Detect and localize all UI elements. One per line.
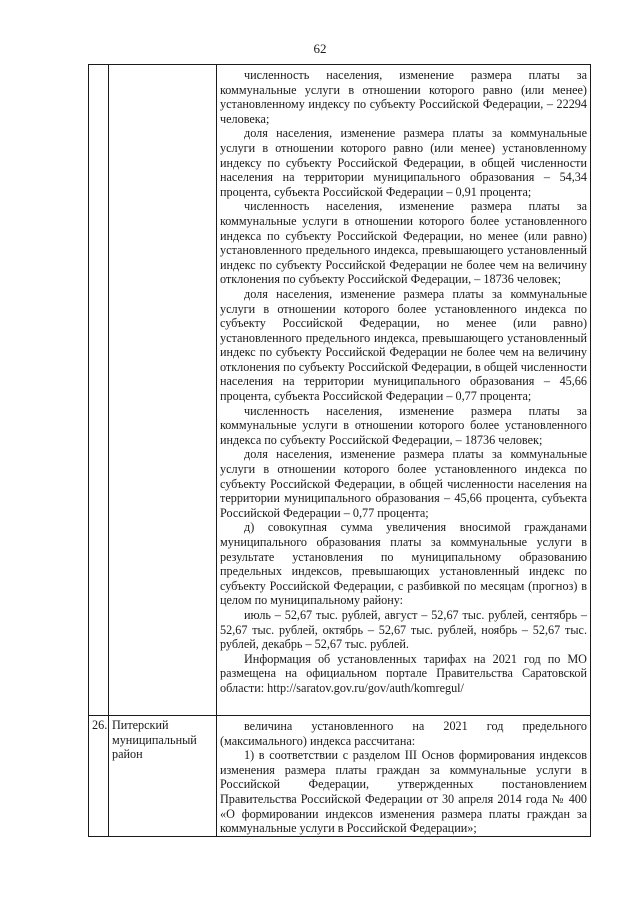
paragraph: июль – 52,67 тыс. рублей, август – 52,67 тыс. рублей, сентябрь – 52,67 тыс. рублей, октябрь – 52,67 тыс. рублей, ноябрь – 52,67 тыс. рублей, декабрь – 52,67 тыс. рублей. <box>220 607 587 652</box>
table-row <box>89 65 591 716</box>
info-cell <box>217 716 591 837</box>
paragraph: доля населения, изменение размера платы за коммунальные услуги в отношении которого более установленного индекса по субъекту Российской Федерации, в общей численности населения на территории муниципального образования – 45,66 процента, субъекта Российской Федерации – 0,77 процента; <box>220 447 587 520</box>
paragraph: численность населения, изменение размера платы за коммунальные услуги в отношении которого равно (или менее) установленному индексу по субъекту Российской Федерации, – 22294 человека; <box>220 68 587 126</box>
table-row <box>89 716 591 837</box>
paragraph: 1) в соответствии с разделом III Основ формирования индексов изменения размера платы граждан за коммунальные услуги в Российской Федерации, утвержденных постановлением Правительства Российской Федерации от 30 апреля 2014 года № 400 «О формировании индексов изменения размера платы граждан за коммунальные услуги в Российской Федерации»; <box>220 748 587 836</box>
paragraph: численность населения, изменение размера платы за коммунальные услуги в отношении которого более установленного индекса по субъекту Российской Федерации, но менее (или равно) установленного предельного индекса, превышающего установленный индекс по субъекту Российской Федерации не более чем на величину отклонения по субъекту Российской Федерации, – 18736 человек; <box>220 199 587 287</box>
district-name-cell <box>109 65 217 716</box>
page-number: 62 <box>313 41 327 56</box>
district-name: Питерский муниципальный район <box>109 716 217 837</box>
paragraph: численность населения, изменение размера платы за коммунальные услуги в отношении которого более установленного индекса по субъекту Российской Федерации, – 18736 человек; <box>220 403 587 447</box>
paragraph: д) совокупная сумма увеличения вносимой гражданами муниципального образования платы за коммунальные услуги в результате установления по муниципальному образованию предельных индексов, превышающих установленный индекс по субъекту Российской Федерации, с разбивкой по месяцам (прогноз) в целом по муниципальному району: <box>220 520 587 608</box>
paragraph: доля населения, изменение размера платы за коммунальные услуги в отношении которого более установленного индекса по субъекту Российской Федерации, но менее (или равно) установленного предельного индекса, превышающего установленный индекс по субъекту Российской Федерации не более чем на величину отклонения по субъекту Российской Федерации, в общей численности населения на территории муниципального образования – 45,66 процента, субъекта Российской Федерации – 0,77 процента; <box>220 286 587 404</box>
row-number-cell <box>89 65 109 716</box>
document-table <box>88 64 591 837</box>
paragraph: доля населения, изменение размера платы за коммунальные услуги в отношении которого равно (или менее) установленному индексу по субъекту Российской Федерации, в общей численности населения на территории муниципального образования – 54,34 процента, субъекта Российской Федерации – 0,91 процента; <box>220 126 587 199</box>
info-cell <box>217 65 591 716</box>
paragraph: Информация об установленных тарифах на 2021 год по МО размещена на официальном портале Правительства Саратовской области: http://saratov.gov.ru/gov/auth/komregul/ <box>220 651 587 695</box>
row-number: 26. <box>89 716 109 837</box>
paragraph: величина установленного на 2021 год предельного (максимального) индекса рассчитана: <box>220 719 587 748</box>
